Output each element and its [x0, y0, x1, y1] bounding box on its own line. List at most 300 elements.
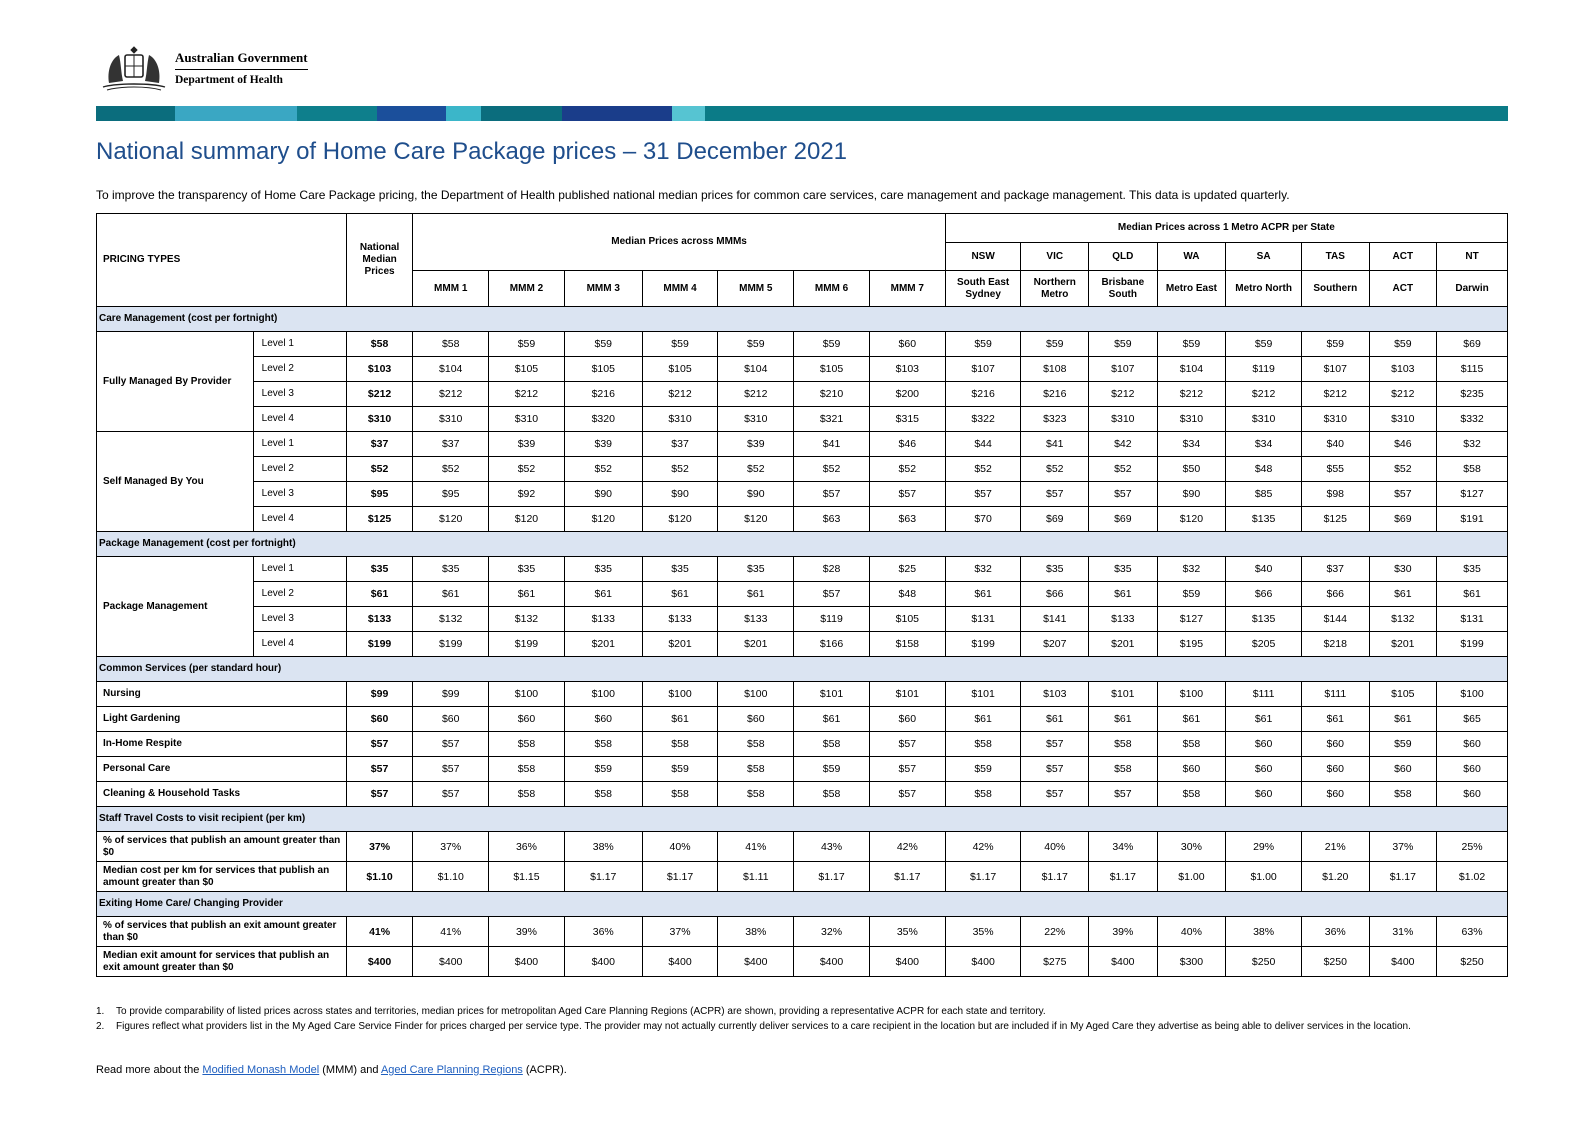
price-cell: $105 [1369, 682, 1437, 707]
price-cell: $61 [642, 707, 718, 732]
price-cell: $119 [1226, 357, 1302, 382]
region-header: South East Sydney [945, 271, 1021, 307]
national-median-cell: $60 [346, 707, 413, 732]
price-cell: $100 [642, 682, 718, 707]
mmm-header: MMM 5 [718, 271, 794, 307]
price-cell: $35 [1437, 557, 1508, 582]
table-row [97, 432, 1508, 457]
price-cell: 38% [1226, 917, 1302, 947]
stripe-segment [672, 106, 705, 121]
org-line2: Department of Health [175, 74, 283, 86]
price-cell: $210 [794, 382, 870, 407]
price-cell: $50 [1157, 457, 1226, 482]
price-cell: $400 [1369, 947, 1437, 977]
price-cell: $60 [1157, 757, 1226, 782]
price-cell: 34% [1089, 832, 1158, 862]
price-cell: $41 [794, 432, 870, 457]
price-cell: $58 [1437, 457, 1508, 482]
price-cell: $207 [1021, 632, 1089, 657]
price-cell: $59 [1157, 332, 1226, 357]
price-cell: $58 [945, 732, 1021, 757]
price-cell: $59 [794, 332, 870, 357]
price-cell: $216 [945, 382, 1021, 407]
stripe-segment [96, 106, 175, 121]
price-cell: $107 [945, 357, 1021, 382]
stripe-segment [705, 106, 1509, 121]
price-cell: $400 [642, 947, 718, 977]
price-cell: $120 [718, 507, 794, 532]
decorative-stripe [96, 106, 1508, 121]
price-cell: $107 [1301, 357, 1369, 382]
table-row [97, 407, 1508, 432]
price-cell: $35 [718, 557, 794, 582]
price-cell: $35 [1021, 557, 1089, 582]
mmm-header: MMM 1 [413, 271, 489, 307]
price-cell: $57 [869, 732, 945, 757]
price-cell: 37% [642, 917, 718, 947]
table-row [97, 357, 1508, 382]
price-cell: $1.17 [1369, 862, 1437, 892]
region-header: Darwin [1437, 271, 1508, 307]
price-cell: $61 [413, 582, 489, 607]
price-cell: $59 [1157, 582, 1226, 607]
price-cell: $58 [564, 732, 642, 757]
price-cell: $57 [869, 757, 945, 782]
price-cell: $300 [1157, 947, 1226, 977]
price-cell: $218 [1301, 632, 1369, 657]
mmm-header: MMM 4 [642, 271, 718, 307]
price-cell: $310 [1226, 407, 1302, 432]
price-cell: $59 [564, 332, 642, 357]
footnotes [96, 1004, 1508, 1034]
row-label: Personal Care [97, 757, 347, 782]
price-cell: $65 [1437, 707, 1508, 732]
price-cell: $58 [794, 732, 870, 757]
table-row [97, 507, 1508, 532]
price-cell: $61 [642, 582, 718, 607]
state-header: VIC [1021, 243, 1089, 271]
price-cell: $61 [1369, 582, 1437, 607]
row-label: % of services that publish an exit amount greater than $0 [97, 917, 347, 947]
price-cell: $315 [869, 407, 945, 432]
price-cell: 40% [642, 832, 718, 862]
state-header: NT [1437, 243, 1508, 271]
price-cell: 43% [794, 832, 870, 862]
price-cell: $85 [1226, 482, 1302, 507]
section-row [97, 657, 1508, 682]
price-cell: $400 [1089, 947, 1158, 977]
pricing-types-header: PRICING TYPES [97, 214, 347, 307]
section-row [97, 532, 1508, 557]
price-cell: 41% [413, 917, 489, 947]
price-cell: $34 [1157, 432, 1226, 457]
table-row [97, 732, 1508, 757]
price-cell: $103 [869, 357, 945, 382]
price-cell: $120 [564, 507, 642, 532]
state-header: ACT [1369, 243, 1437, 271]
price-cell: $191 [1437, 507, 1508, 532]
price-cell: $57 [1089, 482, 1158, 507]
price-cell: 37% [413, 832, 489, 862]
stripe-segment [481, 106, 562, 121]
table-row [97, 582, 1508, 607]
table-row [97, 457, 1508, 482]
price-cell: $98 [1301, 482, 1369, 507]
header [101, 42, 308, 94]
price-cell: $101 [794, 682, 870, 707]
price-cell: $212 [413, 382, 489, 407]
price-cell: $39 [718, 432, 794, 457]
national-median-cell: $99 [346, 682, 413, 707]
national-median-cell: $133 [346, 607, 413, 632]
price-cell: $1.00 [1157, 862, 1226, 892]
national-median-cell: $57 [346, 782, 413, 807]
org-line1: Australian Government [175, 50, 308, 70]
price-cell: $310 [642, 407, 718, 432]
price-cell: $61 [564, 582, 642, 607]
price-cell: $60 [1226, 782, 1302, 807]
price-cell: 40% [1157, 917, 1226, 947]
price-cell: $250 [1437, 947, 1508, 977]
price-cell: $235 [1437, 382, 1508, 407]
price-cell: $100 [564, 682, 642, 707]
national-median-cell: $310 [346, 407, 413, 432]
price-cell: $400 [945, 947, 1021, 977]
modified-monash-model-link[interactable]: Modified Monash Model [202, 1064, 320, 1076]
price-cell: $46 [869, 432, 945, 457]
price-cell: 42% [945, 832, 1021, 862]
price-cell: $60 [1437, 757, 1508, 782]
price-cell: 30% [1157, 832, 1226, 862]
group-label: Package Management [97, 557, 254, 657]
level-label: Level 1 [253, 332, 346, 357]
national-median-cell: $57 [346, 757, 413, 782]
price-cell: $52 [794, 457, 870, 482]
national-median-cell: $58 [346, 332, 413, 357]
row-label: Nursing [97, 682, 347, 707]
row-label: Median cost per km for services that publish an amount greater than $0 [97, 862, 347, 892]
price-cell: $135 [1226, 607, 1302, 632]
price-cell: $46 [1369, 432, 1437, 457]
national-median-cell: $52 [346, 457, 413, 482]
price-cell: $52 [1369, 457, 1437, 482]
section-row [97, 892, 1508, 917]
price-cell: 25% [1437, 832, 1508, 862]
price-cell: 21% [1301, 832, 1369, 862]
price-cell: $60 [869, 707, 945, 732]
price-cell: $59 [945, 757, 1021, 782]
level-label: Level 3 [253, 607, 346, 632]
footnote: 2. Figures reflect what providers list in the My Aged Care Service Finder for prices charged per service type. The provider may not actually currently deliver services to a care recipient in the location but are included if in My Aged Care they advertise as being able to deliver services in the location. [96, 1021, 1411, 1032]
price-cell: $52 [869, 457, 945, 482]
price-cell: $57 [794, 582, 870, 607]
price-cell: $310 [718, 407, 794, 432]
group-label: Self Managed By You [97, 432, 254, 532]
price-cell: $1.17 [564, 862, 642, 892]
price-cell: $63 [794, 507, 870, 532]
price-cell: $1.17 [794, 862, 870, 892]
price-cell: $60 [869, 332, 945, 357]
price-cell: $57 [413, 757, 489, 782]
national-median-cell: $125 [346, 507, 413, 532]
level-label: Level 1 [253, 557, 346, 582]
price-cell: $57 [1021, 782, 1089, 807]
table-row [97, 482, 1508, 507]
price-cell: $99 [413, 682, 489, 707]
price-cell: 29% [1226, 832, 1302, 862]
region-header: ACT [1369, 271, 1437, 307]
price-cell: $212 [1089, 382, 1158, 407]
section-row [97, 307, 1508, 332]
state-header: NSW [945, 243, 1021, 271]
price-cell: 35% [869, 917, 945, 947]
price-cell: $200 [869, 382, 945, 407]
price-cell: $105 [642, 357, 718, 382]
price-cell: $52 [945, 457, 1021, 482]
level-label: Level 4 [253, 407, 346, 432]
price-cell: $60 [1369, 757, 1437, 782]
region-header: Brisbane South [1089, 271, 1158, 307]
level-label: Level 2 [253, 357, 346, 382]
price-cell: $58 [1089, 757, 1158, 782]
mmm-group-header: Median Prices across MMMs [413, 214, 945, 271]
price-cell: $57 [1021, 732, 1089, 757]
price-cell: $100 [718, 682, 794, 707]
price-cell: $275 [1021, 947, 1089, 977]
coat-of-arms-icon [101, 43, 167, 93]
price-cell: $37 [1301, 557, 1369, 582]
price-cell: $57 [794, 482, 870, 507]
row-label: Light Gardening [97, 707, 347, 732]
price-cell: $61 [1226, 707, 1302, 732]
state-header: QLD [1089, 243, 1158, 271]
price-cell: $201 [642, 632, 718, 657]
national-median-cell: $103 [346, 357, 413, 382]
price-cell: 38% [718, 917, 794, 947]
price-cell: $1.10 [413, 862, 489, 892]
national-median-cell: $212 [346, 382, 413, 407]
section-title: Staff Travel Costs to visit recipient (per km) [97, 807, 1508, 832]
price-cell: $201 [564, 632, 642, 657]
price-cell: 40% [1021, 832, 1089, 862]
price-cell: $32 [945, 557, 1021, 582]
price-cell: $201 [1089, 632, 1158, 657]
price-cell: $400 [489, 947, 565, 977]
price-cell: $201 [1369, 632, 1437, 657]
price-cell: $105 [489, 357, 565, 382]
price-cell: $69 [1021, 507, 1089, 532]
price-cell: $59 [1021, 332, 1089, 357]
price-cell: $61 [718, 582, 794, 607]
price-cell: $158 [869, 632, 945, 657]
price-cell: $70 [945, 507, 1021, 532]
table-row [97, 557, 1508, 582]
price-cell: $35 [642, 557, 718, 582]
intro-text: To improve the transparency of Home Care Package pricing, the Department of Health published national median prices for common care services, care management and package management. This data is updated quarterly. [96, 188, 1290, 202]
price-cell: $55 [1301, 457, 1369, 482]
price-cell: $41 [1021, 432, 1089, 457]
price-cell: $32 [1157, 557, 1226, 582]
price-cell: $58 [489, 757, 565, 782]
price-cell: 36% [564, 917, 642, 947]
price-cell: $120 [1157, 507, 1226, 532]
mmm-header: MMM 7 [869, 271, 945, 307]
price-cell: $212 [1301, 382, 1369, 407]
price-cell: $120 [413, 507, 489, 532]
stripe-segment [562, 106, 672, 121]
price-cell: $58 [794, 782, 870, 807]
price-cell: $104 [1157, 357, 1226, 382]
price-cell: $59 [489, 332, 565, 357]
price-cell: $69 [1369, 507, 1437, 532]
price-cell: $35 [564, 557, 642, 582]
price-cell: $52 [1089, 457, 1158, 482]
price-cell: $57 [1021, 482, 1089, 507]
price-cell: $90 [564, 482, 642, 507]
price-cell: $1.17 [642, 862, 718, 892]
price-cell: $44 [945, 432, 1021, 457]
price-cell: $107 [1089, 357, 1158, 382]
table-row [97, 382, 1508, 407]
price-cell: $400 [794, 947, 870, 977]
price-cell: $57 [413, 782, 489, 807]
price-cell: $1.17 [1089, 862, 1158, 892]
price-cell: $58 [489, 732, 565, 757]
price-cell: $25 [869, 557, 945, 582]
price-cell: 31% [1369, 917, 1437, 947]
price-cell: $212 [1369, 382, 1437, 407]
price-cell: $61 [1089, 582, 1158, 607]
price-cell: $320 [564, 407, 642, 432]
price-cell: $400 [718, 947, 794, 977]
price-cell: $90 [642, 482, 718, 507]
price-cell: $59 [564, 757, 642, 782]
price-cell: $34 [1226, 432, 1302, 457]
price-cell: $52 [1021, 457, 1089, 482]
row-label: % of services that publish an amount greater than $0 [97, 832, 347, 862]
price-cell: $58 [945, 782, 1021, 807]
price-cell: $199 [413, 632, 489, 657]
price-cell: $127 [1157, 607, 1226, 632]
price-cell: $58 [564, 782, 642, 807]
price-cell: $323 [1021, 407, 1089, 432]
footnote-text: Figures reflect what providers list in the My Aged Care Service Finder for prices charged per service type. The provider may not actually currently deliver services to a care recipient in the location but are included if in My Aged Care they advertise as being able to deliver services in the location. [116, 1021, 1411, 1032]
level-label: Level 2 [253, 457, 346, 482]
price-cell: $1.17 [945, 862, 1021, 892]
price-cell: $60 [1301, 757, 1369, 782]
price-cell: $105 [794, 357, 870, 382]
mmm-header: MMM 6 [794, 271, 870, 307]
price-cell: $57 [869, 782, 945, 807]
price-cell: $101 [945, 682, 1021, 707]
level-label: Level 4 [253, 507, 346, 532]
price-cell: $400 [413, 947, 489, 977]
table-row [97, 832, 1508, 862]
price-cell: $61 [794, 707, 870, 732]
price-cell: $111 [1301, 682, 1369, 707]
price-cell: 41% [718, 832, 794, 862]
price-cell: $60 [1301, 782, 1369, 807]
national-median-cell: $199 [346, 632, 413, 657]
footnote: 1. To provide comparability of listed prices across states and territories, median prices for metropolitan Aged Care Planning Regions (ACPR) are shown, providing a representative ACPR for each state and territory. [96, 1006, 1046, 1017]
price-cell: $60 [1301, 732, 1369, 757]
section-title: Care Management (cost per fortnight) [97, 307, 1508, 332]
price-cell: $59 [945, 332, 1021, 357]
region-header: Metro North [1226, 271, 1302, 307]
price-cell: $212 [1157, 382, 1226, 407]
price-cell: $57 [1369, 482, 1437, 507]
price-cell: $135 [1226, 507, 1302, 532]
price-cell: $35 [413, 557, 489, 582]
price-cell: $59 [1369, 732, 1437, 757]
price-cell: $310 [1157, 407, 1226, 432]
level-label: Level 3 [253, 482, 346, 507]
price-cell: $199 [489, 632, 565, 657]
price-cell: $1.15 [489, 862, 565, 892]
price-cell: $61 [945, 707, 1021, 732]
region-header: Southern [1301, 271, 1369, 307]
price-cell: $322 [945, 407, 1021, 432]
table-row [97, 707, 1508, 732]
level-label: Level 2 [253, 582, 346, 607]
state-header: WA [1157, 243, 1226, 271]
national-median-cell: 41% [346, 917, 413, 947]
price-cell: $59 [642, 332, 718, 357]
price-cell: 37% [1369, 832, 1437, 862]
price-cell: $310 [1301, 407, 1369, 432]
region-header: Northern Metro [1021, 271, 1089, 307]
price-cell: $133 [642, 607, 718, 632]
price-cell: $57 [1021, 757, 1089, 782]
price-cell: $60 [1437, 732, 1508, 757]
price-cell: $92 [489, 482, 565, 507]
price-cell: 36% [1301, 917, 1369, 947]
price-cell: $332 [1437, 407, 1508, 432]
price-cell: 39% [1089, 917, 1158, 947]
national-median-cell: $37 [346, 432, 413, 457]
price-cell: 35% [945, 917, 1021, 947]
price-cell: $90 [718, 482, 794, 507]
price-cell: $1.11 [718, 862, 794, 892]
acpr-group-header: Median Prices across 1 Metro ACPR per State [945, 214, 1507, 243]
price-cell: $61 [1301, 707, 1369, 732]
price-cell: 38% [564, 832, 642, 862]
price-cell: $35 [489, 557, 565, 582]
price-cell: $61 [1021, 707, 1089, 732]
aged-care-planning-regions-link[interactable]: Aged Care Planning Regions [380, 1064, 523, 1076]
table-row [97, 947, 1508, 977]
section-title: Exiting Home Care/ Changing Provider [97, 892, 1508, 917]
price-cell: $59 [794, 757, 870, 782]
price-cell: $60 [1437, 782, 1508, 807]
price-cell: $127 [1437, 482, 1508, 507]
price-cell: $1.20 [1301, 862, 1369, 892]
price-cell: $59 [1301, 332, 1369, 357]
price-cell: $1.17 [1021, 862, 1089, 892]
price-cell: $61 [1437, 582, 1508, 607]
price-cell: $39 [489, 432, 565, 457]
price-cell: $52 [564, 457, 642, 482]
price-cell: $105 [564, 357, 642, 382]
price-cell: $58 [1089, 732, 1158, 757]
price-cell: $144 [1301, 607, 1369, 632]
price-cell: 39% [489, 917, 565, 947]
price-cell: $35 [1089, 557, 1158, 582]
price-cell: $28 [794, 557, 870, 582]
price-cell: $42 [1089, 432, 1158, 457]
section-title: Common Services (per standard hour) [97, 657, 1508, 682]
stripe-segment [377, 106, 447, 121]
